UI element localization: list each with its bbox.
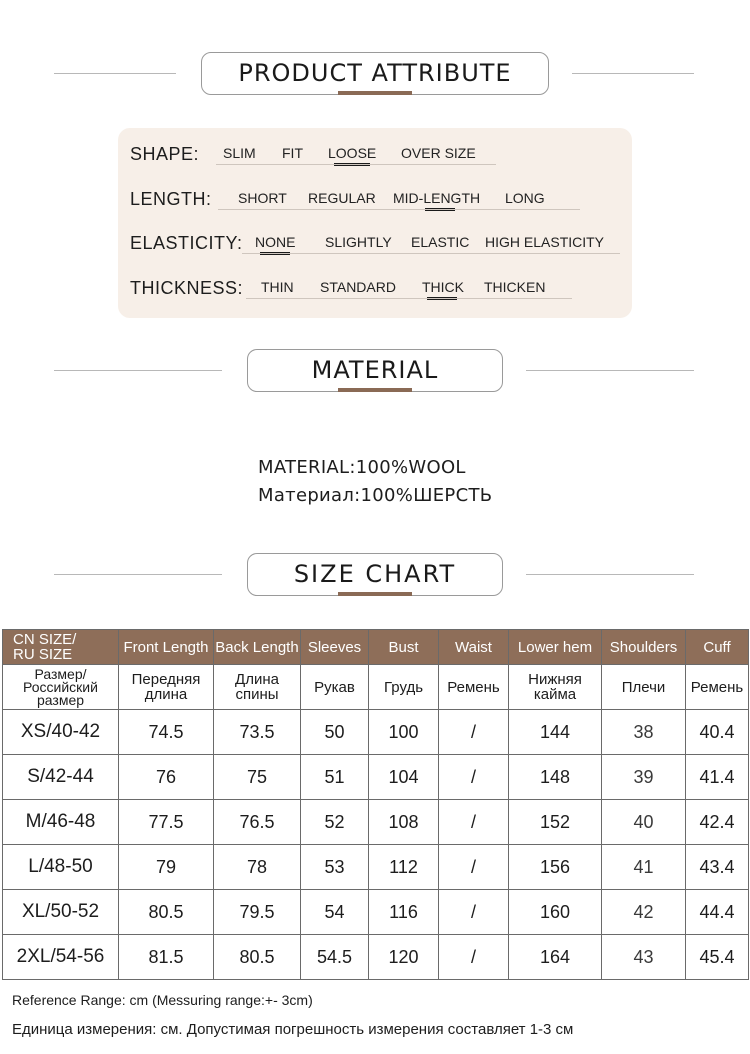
table-cell: 40 [602,800,686,845]
column-header: Bust [369,630,439,665]
product-attribute-title: PRODUCT ATTRIBUTE [201,52,549,95]
header-row-ru [3,665,749,710]
table-cell: 73.5 [214,710,301,755]
divider-left [54,574,222,575]
table-cell: 45.4 [686,935,749,980]
table-cell: 50 [301,710,369,755]
attr-label-elasticity: ELASTICITY: [130,233,243,253]
table-cell: 100 [369,710,439,755]
attr-label-thickness: THICKNESS: [130,278,244,298]
attr-option-selected: THICK [422,279,464,295]
column-header-ru: Плечи [602,665,686,710]
column-header: Waist [439,630,509,665]
table-cell: / [439,845,509,890]
column-header: Sleeves [301,630,369,665]
column-header: Front Length [119,630,214,665]
material-title: MATERIAL [247,349,503,392]
divider-right [526,370,694,371]
reference-range-ru: Единица измерения: см. Допустимая погрешность измерения составляет 1-3 см [12,1021,574,1038]
column-header-ru: Нижняя кайма [509,665,602,710]
column-header-ru: Длина спины [214,665,301,710]
attr-option: STANDARD [320,279,396,295]
table-cell: / [439,800,509,845]
table-cell: 54 [301,890,369,935]
attr-label-shape: SHAPE: [130,144,200,164]
size-label-cell: L/48-50 [3,845,119,890]
table-cell: 144 [509,710,602,755]
attr-row-thickness [118,276,632,306]
attr-option: SLIM [223,145,256,161]
table-cell: 156 [509,845,602,890]
table-cell: / [439,935,509,980]
attr-option: OVER SIZE [401,145,476,161]
size-label-cell: 2XL/54-56 [3,935,119,980]
table-cell: 148 [509,755,602,800]
table-cell: / [439,755,509,800]
column-header: Lower hem [509,630,602,665]
title-accent-bar [338,91,412,95]
column-header: Back Length [214,630,301,665]
table-cell: 78 [214,845,301,890]
table-cell: 43.4 [686,845,749,890]
table-cell: 39 [602,755,686,800]
attr-option-selected: NONE [255,234,296,250]
table-cell: 116 [369,890,439,935]
table-cell: 80.5 [214,935,301,980]
size-chart-title: SIZE CHART [247,553,503,596]
table-cell: 74.5 [119,710,214,755]
size-label-cell: M/46-48 [3,800,119,845]
size-label-cell: S/42-44 [3,755,119,800]
material-line-en: MATERIAL:100%WOOL [258,457,466,478]
attr-option-selected: LOOSE [328,145,377,161]
reference-range-en: Reference Range: cm (Messuring range:+- 3cm) [12,992,313,1008]
table-cell: 53 [301,845,369,890]
column-header-ru: Ремень [686,665,749,710]
table-cell: 52 [301,800,369,845]
divider-right [526,574,694,575]
attr-option: ELASTIC [411,234,470,250]
column-header-ru: Размер/ Российский размер [3,665,119,710]
attr-label-length: LENGTH: [130,189,212,209]
table-cell: 40.4 [686,710,749,755]
column-header: Cuff [686,630,749,665]
table-cell: 76.5 [214,800,301,845]
table-row [3,800,749,845]
attr-underline [216,164,496,165]
attr-option: FIT [282,145,303,161]
attr-option-selected: MID-LENGTH [393,190,481,206]
attr-row-elasticity [118,231,632,261]
column-header-ru: Передняя длина [119,665,214,710]
table-cell: 75 [214,755,301,800]
table-cell: 42.4 [686,800,749,845]
divider-right [572,73,694,74]
title-accent-bar [338,592,412,596]
attr-option: THIN [261,279,294,295]
table-cell: 152 [509,800,602,845]
table-cell: 43 [602,935,686,980]
attr-option: REGULAR [308,190,376,206]
table-cell: 77.5 [119,800,214,845]
table-cell: 41 [602,845,686,890]
column-header-ru: Грудь [369,665,439,710]
column-header-ru: Ремень [439,665,509,710]
column-header: CN SIZE/ RU SIZE [3,630,119,665]
attr-underline [242,253,620,254]
table-cell: 104 [369,755,439,800]
table-cell: 41.4 [686,755,749,800]
size-chart-table [2,629,749,980]
table-cell: 51 [301,755,369,800]
table-cell: 164 [509,935,602,980]
attribute-panel [118,128,632,318]
table-cell: 79 [119,845,214,890]
header-row-en [3,630,749,665]
size-label-cell: XS/40-42 [3,710,119,755]
attr-option: THICKEN [484,279,546,295]
table-row [3,755,749,800]
table-cell: 76 [119,755,214,800]
table-cell: 80.5 [119,890,214,935]
divider-left [54,370,222,371]
table-row [3,845,749,890]
size-label-cell: XL/50-52 [3,890,119,935]
table-cell: 79.5 [214,890,301,935]
attr-option: SLIGHTLY [325,234,392,250]
title-accent-bar [338,388,412,392]
table-cell: 160 [509,890,602,935]
attr-row-length [118,187,632,217]
column-header: Shoulders [602,630,686,665]
table-cell: 108 [369,800,439,845]
table-row [3,710,749,755]
table-cell: 120 [369,935,439,980]
attr-row-shape [118,142,632,172]
table-row [3,890,749,935]
attr-option: HIGH ELASTICITY [485,234,605,250]
attr-option: SHORT [238,190,287,206]
table-cell: 54.5 [301,935,369,980]
material-line-ru: Материал:100%ШЕРСТЬ [258,485,493,506]
table-cell: / [439,710,509,755]
table-cell: 112 [369,845,439,890]
table-cell: 44.4 [686,890,749,935]
attr-underline [218,209,580,210]
table-cell: 42 [602,890,686,935]
divider-left [54,73,176,74]
attr-underline [246,298,572,299]
table-row [3,935,749,980]
table-cell: 38 [602,710,686,755]
table-cell: 81.5 [119,935,214,980]
column-header-ru: Рукав [301,665,369,710]
table-cell: / [439,890,509,935]
attr-option: LONG [505,190,545,206]
